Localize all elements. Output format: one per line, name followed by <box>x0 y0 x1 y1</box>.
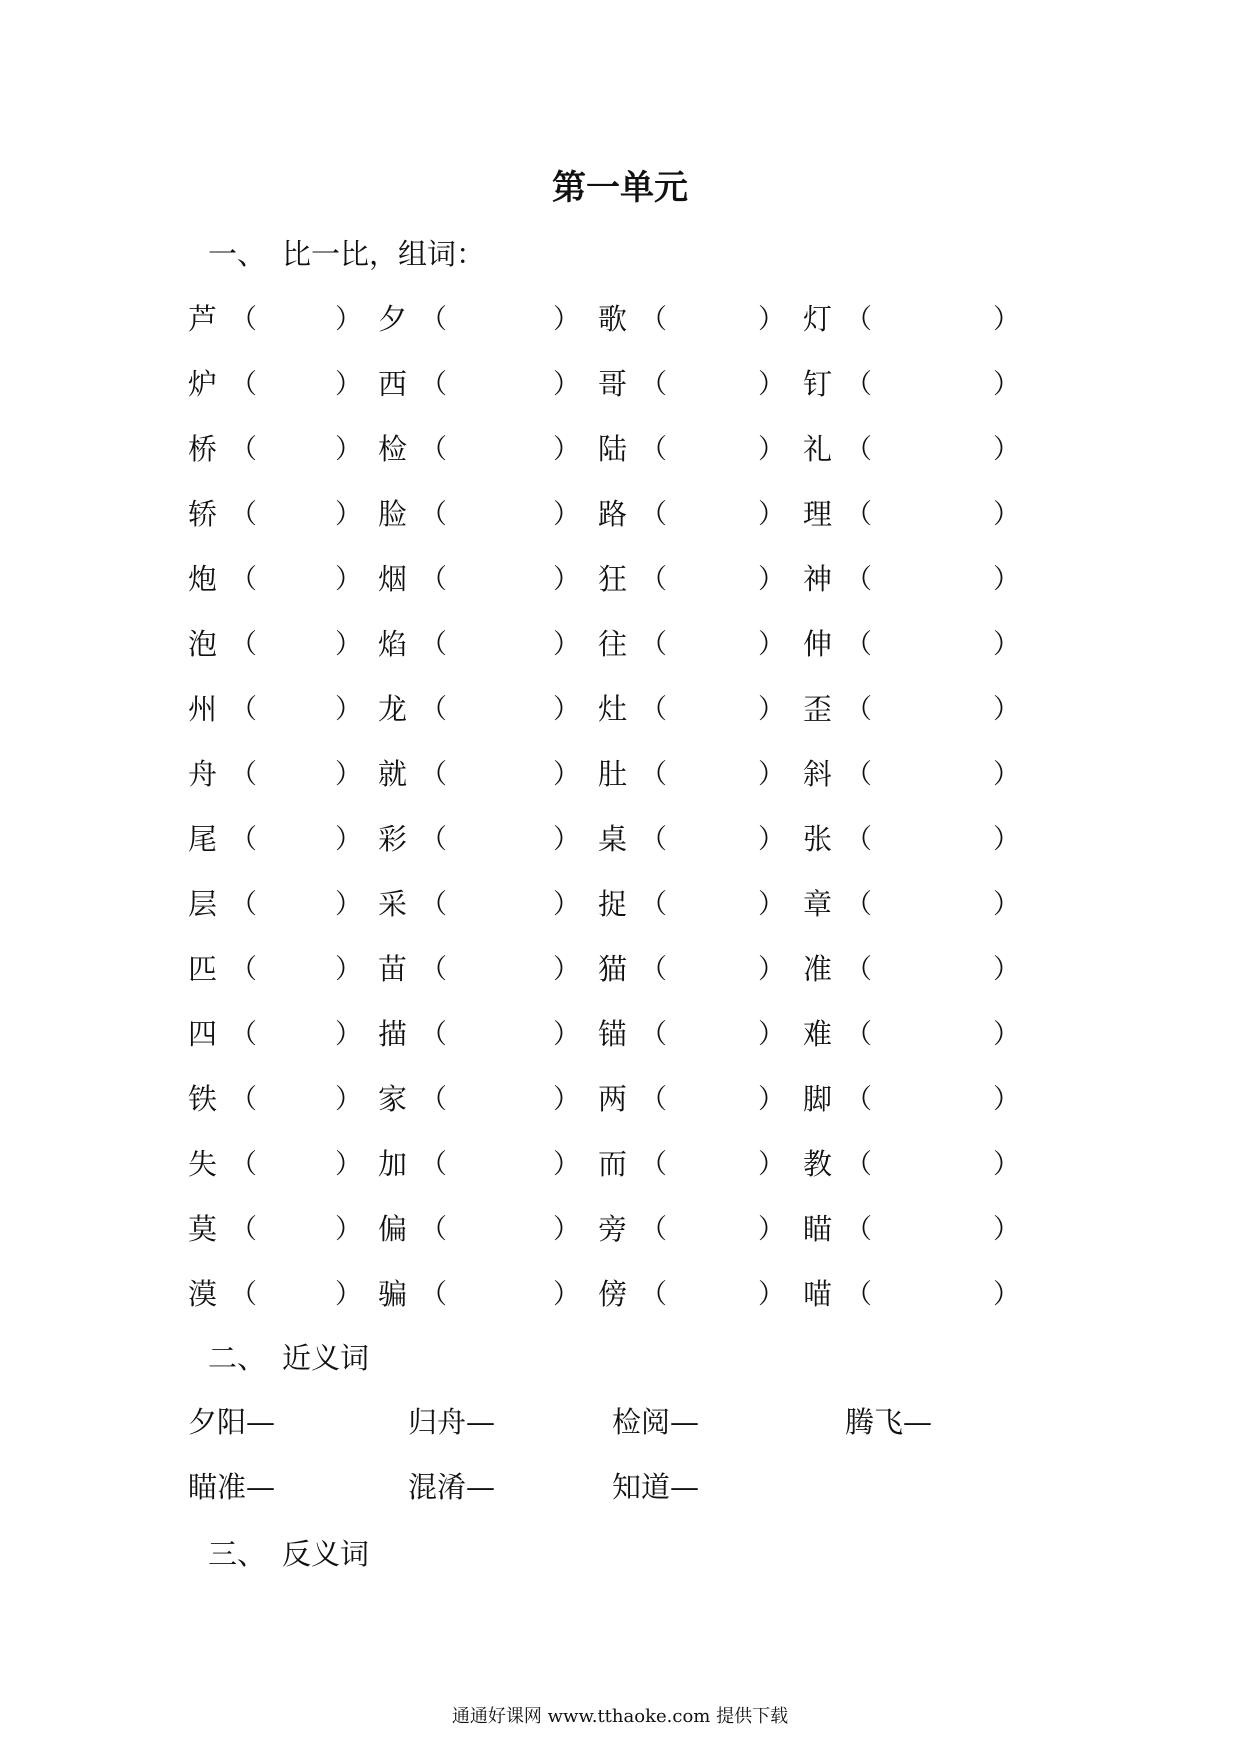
answer-paren-close: ） <box>993 434 1020 465</box>
answer-paren-open[interactable]: （ <box>420 1084 447 1115</box>
compare-row <box>0 947 1240 987</box>
synonym-item[interactable]: 混淆— <box>408 1470 496 1504</box>
compare-char: 加 <box>378 1147 408 1181</box>
compare-char: 彩 <box>378 822 408 856</box>
compare-char: 哥 <box>598 367 628 401</box>
answer-paren-open[interactable]: （ <box>845 889 872 920</box>
answer-paren-open[interactable]: （ <box>420 889 447 920</box>
answer-paren-close: ） <box>993 369 1020 400</box>
answer-paren-close: ） <box>758 1279 785 1310</box>
compare-char: 歪 <box>803 692 833 726</box>
answer-paren-close: ） <box>335 1149 362 1180</box>
answer-paren-close: ） <box>758 954 785 985</box>
answer-paren-open[interactable]: （ <box>845 1084 872 1115</box>
answer-paren-close: ） <box>993 1149 1020 1180</box>
compare-char: 铁 <box>188 1082 218 1116</box>
answer-paren-close: ） <box>758 499 785 530</box>
answer-paren-open[interactable]: （ <box>640 304 667 335</box>
compare-char: 家 <box>378 1082 408 1116</box>
answer-paren-close: ） <box>758 694 785 725</box>
answer-paren-open[interactable]: （ <box>640 1084 667 1115</box>
compare-char: 芦 <box>188 302 218 336</box>
footer-credit: 通通好课网 www.tthaoke.com 提供下载 <box>451 1706 789 1727</box>
section-number: 三、 <box>208 1537 267 1571</box>
answer-paren-open[interactable]: （ <box>640 629 667 660</box>
compare-char: 往 <box>598 627 628 661</box>
compare-char: 龙 <box>378 692 408 726</box>
compare-char: 检 <box>378 432 408 466</box>
section-heading-compare <box>208 232 485 273</box>
answer-paren-open[interactable]: （ <box>420 1019 447 1050</box>
answer-paren-close: ） <box>993 954 1020 985</box>
answer-paren-close: ） <box>553 759 580 790</box>
answer-paren-open[interactable]: （ <box>230 824 257 855</box>
answer-paren-open[interactable]: （ <box>640 1279 667 1310</box>
compare-char: 路 <box>598 497 628 531</box>
answer-paren-close: ） <box>335 694 362 725</box>
answer-paren-close: ） <box>758 434 785 465</box>
answer-paren-close: ） <box>993 889 1020 920</box>
answer-paren-open[interactable]: （ <box>845 759 872 790</box>
answer-paren-open[interactable]: （ <box>845 1279 872 1310</box>
synonym-item[interactable]: 检阅— <box>612 1405 700 1439</box>
compare-char: 泡 <box>188 627 218 661</box>
answer-paren-open[interactable]: （ <box>420 564 447 595</box>
section-heading-synonyms <box>208 1336 369 1377</box>
answer-paren-close: ） <box>553 954 580 985</box>
compare-char: 章 <box>803 887 833 921</box>
compare-row <box>0 752 1240 792</box>
answer-paren-close: ） <box>335 889 362 920</box>
compare-char: 焰 <box>378 627 408 661</box>
compare-row <box>0 1207 1240 1247</box>
compare-char: 准 <box>803 952 833 986</box>
section-number: 二、 <box>208 1341 267 1375</box>
answer-paren-close: ） <box>993 1084 1020 1115</box>
answer-paren-open[interactable]: （ <box>845 304 872 335</box>
compare-char: 四 <box>188 1017 218 1051</box>
answer-paren-close: ） <box>993 759 1020 790</box>
answer-paren-close: ） <box>335 759 362 790</box>
answer-paren-close: ） <box>553 824 580 855</box>
answer-paren-close: ） <box>553 889 580 920</box>
answer-paren-open[interactable]: （ <box>845 564 872 595</box>
compare-char: 理 <box>803 497 833 531</box>
compare-char: 猫 <box>598 952 628 986</box>
answer-paren-open[interactable]: （ <box>845 629 872 660</box>
answer-paren-open[interactable]: （ <box>230 1279 257 1310</box>
compare-row <box>0 1012 1240 1052</box>
compare-char: 张 <box>803 822 833 856</box>
answer-paren-close: ） <box>335 954 362 985</box>
answer-paren-open[interactable]: （ <box>420 1279 447 1310</box>
answer-paren-open[interactable]: （ <box>845 434 872 465</box>
answer-paren-close: ） <box>758 889 785 920</box>
compare-char: 匹 <box>188 952 218 986</box>
answer-paren-open[interactable]: （ <box>640 369 667 400</box>
answer-paren-close: ） <box>993 824 1020 855</box>
compare-char: 狂 <box>598 562 628 596</box>
answer-paren-close: ） <box>553 1084 580 1115</box>
section-label: 反义词 <box>282 1537 370 1571</box>
answer-paren-close: ） <box>758 564 785 595</box>
answer-paren-open[interactable]: （ <box>640 434 667 465</box>
answer-paren-open[interactable]: （ <box>230 1084 257 1115</box>
answer-paren-close: ） <box>553 629 580 660</box>
compare-char: 捉 <box>598 887 628 921</box>
compare-char: 烟 <box>378 562 408 596</box>
answer-paren-close: ） <box>335 304 362 335</box>
answer-paren-close: ） <box>993 304 1020 335</box>
answer-paren-close: ） <box>993 499 1020 530</box>
compare-char: 轿 <box>188 497 218 531</box>
compare-char: 偏 <box>378 1212 408 1246</box>
answer-paren-close: ） <box>335 1214 362 1245</box>
compare-row <box>0 1077 1240 1117</box>
compare-char: 西 <box>378 367 408 401</box>
answer-paren-open[interactable]: （ <box>230 954 257 985</box>
answer-paren-close: ） <box>553 369 580 400</box>
answer-paren-open[interactable]: （ <box>420 434 447 465</box>
section-label: 近义词 <box>282 1341 370 1375</box>
compare-row <box>0 362 1240 402</box>
compare-row <box>0 817 1240 857</box>
compare-char: 旁 <box>598 1212 628 1246</box>
answer-paren-open[interactable]: （ <box>640 824 667 855</box>
answer-paren-close: ） <box>335 564 362 595</box>
answer-paren-close: ） <box>758 1019 785 1050</box>
answer-paren-open[interactable]: （ <box>230 1019 257 1050</box>
answer-paren-open[interactable]: （ <box>420 694 447 725</box>
answer-paren-open[interactable]: （ <box>230 499 257 530</box>
answer-paren-close: ） <box>758 824 785 855</box>
answer-paren-close: ） <box>758 1214 785 1245</box>
answer-paren-open[interactable]: （ <box>845 499 872 530</box>
answer-paren-open[interactable]: （ <box>230 1214 257 1245</box>
compare-char: 莫 <box>188 1212 218 1246</box>
answer-paren-close: ） <box>335 1019 362 1050</box>
synonym-item[interactable]: 腾飞— <box>845 1405 933 1439</box>
synonym-item[interactable]: 瞄准— <box>188 1470 276 1504</box>
compare-char: 就 <box>378 757 408 791</box>
answer-paren-open[interactable]: （ <box>845 954 872 985</box>
compare-char: 灶 <box>598 692 628 726</box>
answer-paren-open[interactable]: （ <box>230 759 257 790</box>
compare-char: 采 <box>378 887 408 921</box>
compare-char: 脸 <box>378 497 408 531</box>
answer-paren-open[interactable]: （ <box>420 954 447 985</box>
answer-paren-close: ） <box>553 304 580 335</box>
answer-paren-close: ） <box>335 1084 362 1115</box>
answer-paren-close: ） <box>553 1279 580 1310</box>
answer-paren-close: ） <box>758 759 785 790</box>
compare-char: 苗 <box>378 952 408 986</box>
compare-char: 失 <box>188 1147 218 1181</box>
compare-char: 喵 <box>803 1277 833 1311</box>
answer-paren-open[interactable]: （ <box>640 1214 667 1245</box>
answer-paren-open[interactable]: （ <box>640 954 667 985</box>
compare-char: 陆 <box>598 432 628 466</box>
synonym-item[interactable]: 知道— <box>612 1470 700 1504</box>
compare-row <box>0 427 1240 467</box>
compare-char: 歌 <box>598 302 628 336</box>
compare-row <box>0 557 1240 597</box>
answer-paren-close: ） <box>335 629 362 660</box>
compare-char: 桌 <box>598 822 628 856</box>
answer-paren-close: ） <box>758 629 785 660</box>
compare-row <box>0 492 1240 532</box>
compare-char: 傍 <box>598 1277 628 1311</box>
answer-paren-open[interactable]: （ <box>420 1149 447 1180</box>
answer-paren-close: ） <box>758 1149 785 1180</box>
answer-paren-open[interactable]: （ <box>230 564 257 595</box>
answer-paren-close: ） <box>553 564 580 595</box>
answer-paren-open[interactable]: （ <box>640 1149 667 1180</box>
compare-char: 教 <box>803 1147 833 1181</box>
compare-char: 舟 <box>188 757 218 791</box>
answer-paren-open[interactable]: （ <box>420 1214 447 1245</box>
answer-paren-open[interactable]: （ <box>420 629 447 660</box>
answer-paren-open[interactable]: （ <box>640 889 667 920</box>
answer-paren-close: ） <box>993 629 1020 660</box>
answer-paren-open[interactable]: （ <box>845 694 872 725</box>
answer-paren-close: ） <box>335 434 362 465</box>
answer-paren-open[interactable]: （ <box>230 434 257 465</box>
answer-paren-open[interactable]: （ <box>845 1214 872 1245</box>
compare-char: 桥 <box>188 432 218 466</box>
answer-paren-open[interactable]: （ <box>230 694 257 725</box>
section-number: 一、 <box>208 237 267 271</box>
answer-paren-open[interactable]: （ <box>230 629 257 660</box>
compare-char: 两 <box>598 1082 628 1116</box>
answer-paren-open[interactable]: （ <box>420 499 447 530</box>
compare-char: 炉 <box>188 367 218 401</box>
compare-row <box>0 1272 1240 1312</box>
answer-paren-open[interactable]: （ <box>640 694 667 725</box>
answer-paren-open[interactable]: （ <box>420 824 447 855</box>
answer-paren-close: ） <box>335 1279 362 1310</box>
compare-char: 脚 <box>803 1082 833 1116</box>
answer-paren-close: ） <box>335 824 362 855</box>
compare-row <box>0 687 1240 727</box>
answer-paren-open[interactable]: （ <box>420 759 447 790</box>
answer-paren-close: ） <box>553 1214 580 1245</box>
answer-paren-close: ） <box>335 369 362 400</box>
compare-row <box>0 622 1240 662</box>
answer-paren-close: ） <box>993 694 1020 725</box>
compare-char: 肚 <box>598 757 628 791</box>
answer-paren-open[interactable]: （ <box>845 824 872 855</box>
answer-paren-open[interactable]: （ <box>845 1019 872 1050</box>
compare-char: 难 <box>803 1017 833 1051</box>
answer-paren-close: ） <box>553 1019 580 1050</box>
compare-char: 而 <box>598 1147 628 1181</box>
answer-paren-open[interactable]: （ <box>230 889 257 920</box>
answer-paren-close: ） <box>553 434 580 465</box>
answer-paren-open[interactable]: （ <box>420 369 447 400</box>
answer-paren-close: ） <box>758 1084 785 1115</box>
answer-paren-open[interactable]: （ <box>845 1149 872 1180</box>
compare-char: 灯 <box>803 302 833 336</box>
compare-char: 层 <box>188 887 218 921</box>
compare-char: 钉 <box>803 367 833 401</box>
answer-paren-open[interactable]: （ <box>640 1019 667 1050</box>
answer-paren-close: ） <box>993 1214 1020 1245</box>
synonym-item[interactable]: 夕阳— <box>188 1405 276 1439</box>
answer-paren-open[interactable]: （ <box>640 759 667 790</box>
compare-char: 描 <box>378 1017 408 1051</box>
compare-char: 夕 <box>378 302 408 336</box>
section-heading-antonyms <box>208 1532 369 1573</box>
section-label: 比一比，组词： <box>282 237 486 271</box>
answer-paren-open[interactable]: （ <box>420 304 447 335</box>
answer-paren-open[interactable]: （ <box>845 369 872 400</box>
compare-char: 斜 <box>803 757 833 791</box>
answer-paren-open[interactable]: （ <box>640 564 667 595</box>
compare-row <box>0 297 1240 337</box>
compare-char: 瞄 <box>803 1212 833 1246</box>
answer-paren-close: ） <box>553 694 580 725</box>
compare-char: 锚 <box>598 1017 628 1051</box>
answer-paren-close: ） <box>758 369 785 400</box>
answer-paren-close: ） <box>758 304 785 335</box>
compare-char: 漠 <box>188 1277 218 1311</box>
answer-paren-open[interactable]: （ <box>230 1149 257 1180</box>
compare-char: 骗 <box>378 1277 408 1311</box>
answer-paren-close: ） <box>993 564 1020 595</box>
answer-paren-close: ） <box>993 1019 1020 1050</box>
answer-paren-close: ） <box>553 499 580 530</box>
synonym-item[interactable]: 归舟— <box>408 1405 496 1439</box>
compare-char: 尾 <box>188 822 218 856</box>
compare-char: 州 <box>188 692 218 726</box>
compare-char: 神 <box>803 562 833 596</box>
answer-paren-close: ） <box>993 1279 1020 1310</box>
compare-char: 礼 <box>803 432 833 466</box>
compare-char: 伸 <box>803 627 833 661</box>
answer-paren-open[interactable]: （ <box>640 499 667 530</box>
answer-paren-close: ） <box>335 499 362 530</box>
compare-row <box>0 882 1240 922</box>
compare-row <box>0 1142 1240 1182</box>
page-title: 第一单元 <box>552 168 688 208</box>
compare-char: 炮 <box>188 562 218 596</box>
answer-paren-open[interactable]: （ <box>230 369 257 400</box>
answer-paren-close: ） <box>553 1149 580 1180</box>
answer-paren-open[interactable]: （ <box>230 304 257 335</box>
